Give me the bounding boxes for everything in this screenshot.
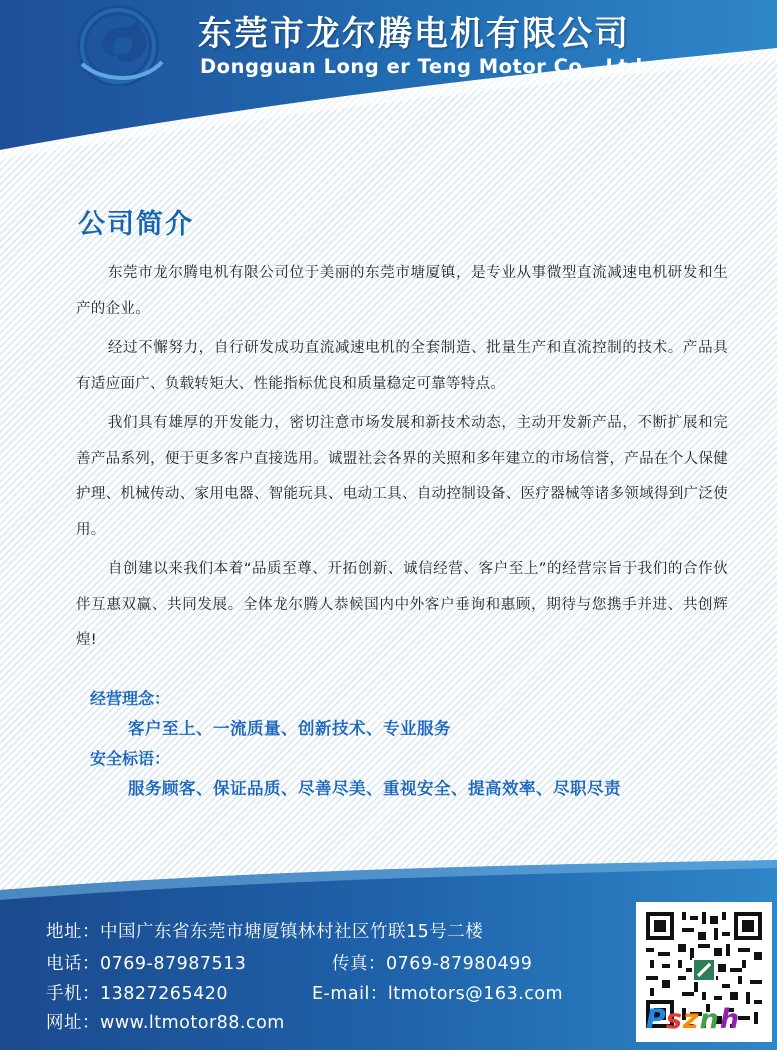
intro-text <box>76 256 728 663</box>
company-name-cn: 东莞市龙尔腾电机有限公司 <box>198 14 630 54</box>
company-name-en: Dongguan Long er Teng Motor Co. ,Ltd. <box>200 55 651 78</box>
intro-paragraph: 自创建以来我们本着“品质至尊、开拓创新、诚信经营、客户至上”的经营宗旨于我们的合作伙伴互惠双赢、共同发展。全体龙尔腾人恭候国内中外客户垂询和惠顾，期待与您携手并进、共创辉煌! <box>76 561 728 648</box>
philosophy-text: 客户至上、一流质量、创新技术、专业服务 <box>128 719 451 738</box>
intro-paragraph: 我们具有雄厚的开发能力，密切注意市场发展和新技术动态，主动开发新产品，不断扩展和完善产品系列，便于更多客户直接选用。诚盟社会各界的关照和多年建立的市场信誉，产品在个人保健护理、机械传动、家用电器、智能玩具、电动工具、自动控制设备、医疗器械等诸多领域得到广泛使用。 <box>76 415 728 538</box>
intro-paragraph: 东莞市龙尔腾电机有限公司位于美丽的东莞市塘厦镇，是专业从事微型直流减速电机研发和生产的企业。 <box>76 265 728 317</box>
section-title: 公司简介 <box>78 209 194 240</box>
website: 网址：www.ltmotor88.com <box>46 1013 285 1033</box>
intro-paragraph: 经过不懈努力，自行研发成功直流减速电机的全套制造、批量生产和直流控制的技术。产品具有适应面广、负载转矩大、性能指标优良和质量稳定可靠等特点。 <box>76 340 728 392</box>
watermark-letter: h <box>719 1004 741 1035</box>
email: E-mail：ltmotors@163.com <box>312 984 564 1004</box>
philosophy-label: 经营理念： <box>90 689 171 708</box>
watermark-letter: z <box>682 1004 700 1035</box>
mobile: 手机：13827265420 <box>46 984 228 1004</box>
safety-text: 服务顾客、保证品质、尽善尽美、重视安全、提高效率、尽职尽责 <box>128 779 621 798</box>
address: 地址：中国广东省东莞市塘厦镇林村社区竹联15号二楼 <box>46 922 484 942</box>
watermark-letter: n <box>699 1004 720 1035</box>
watermark-letter: P <box>646 1004 666 1035</box>
fax: 传真：0769-87980499 <box>332 954 533 974</box>
watermark-logo <box>646 1004 740 1035</box>
watermark-letter: s <box>665 1004 683 1035</box>
safety-label: 安全标语： <box>90 749 171 768</box>
company-logo-icon <box>72 2 168 86</box>
motto-block <box>90 684 621 804</box>
phone: 电话：0769-87987513 <box>46 954 247 974</box>
